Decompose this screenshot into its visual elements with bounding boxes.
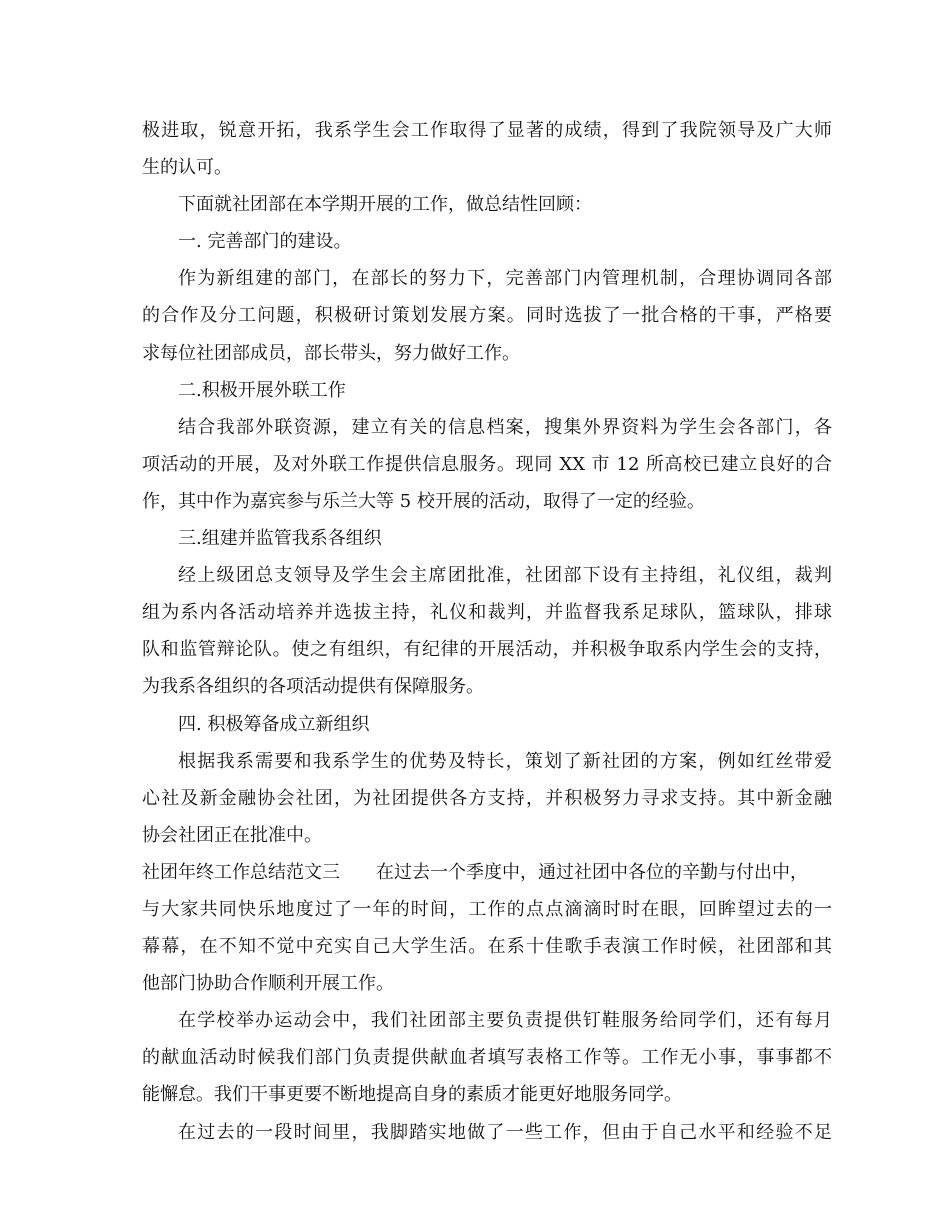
text-line: 项活动的开展，及对外联工作提供信息服务。现同 XX 市 12 所高校已建立良好的合: [142, 453, 832, 475]
text-line: 求每位社团部成员，部长带头，努力做好工作。: [142, 342, 520, 364]
text-line: 作，其中作为嘉宾参与乐兰大等 5 校开展的活动，取得了一定的经验。: [142, 490, 705, 512]
section-heading: 二.积极开展外联工作: [178, 379, 346, 401]
text-line: 为我系各组织的各项活动提供有保障服务。: [142, 676, 484, 698]
text-line: 经上级团总支领导及学生会主席团批准，社团部下设有主持组，礼仪组，裁判: [178, 565, 832, 587]
document-body: [142, 112, 832, 1151]
text-line: 的合作及分工问题，积极研讨策划发展方案。同时选拔了一批合格的干事，严格要: [142, 305, 832, 327]
section-heading: 三.组建并监管我系各组织: [178, 528, 382, 550]
section-heading: 一. 完善部门的建设。: [178, 231, 352, 253]
text-line: [142, 854, 832, 891]
document-subtitle: 社团年终工作总结范文三: [142, 861, 340, 883]
text-line: 组为系内各活动培养并选拔主持，礼仪和裁判，并监督我系足球队，篮球队，排球: [142, 602, 832, 624]
text-line: 心社及新金融协会社团，为社团提供各方支持，并积极努力寻求支持。其中新金融: [142, 787, 832, 809]
text-line: 在学校举办运动会中，我们社团部主要负责提供钉鞋服务给同学们，还有每月: [178, 1010, 832, 1032]
text-line: 作为新组建的部门，在部长的努力下，完善部门内管理机制，合理协调同各部: [178, 268, 832, 290]
text-line: 与大家共同快乐地度过了一年的时间，工作的点点滴滴时时在眼，回眸望过去的一: [142, 898, 832, 920]
text-line: 极进取，锐意开拓，我系学生会工作取得了显著的成绩，得到了我院领导及广大师: [142, 120, 832, 141]
text-line: 协会社团正在批准中。: [142, 824, 322, 846]
text-line: 幕幕，在不知不觉中充实自己大学生活。在系十佳歌手表演工作时候，社团部和其: [142, 936, 832, 958]
text-line: 生的认可。: [142, 157, 232, 179]
text-line: 的献血活动时候我们部门负责提供献血者填写表格工作等。工作无小事，事事都不: [142, 1047, 832, 1069]
text-line: 队和监管辩论队。使之有组织，有纪律的开展活动，并积极争取系内学生会的支持，: [142, 639, 832, 661]
text-line: 在过去的一段时间里，我脚踏实地做了一些工作，但由于自己水平和经验不足: [178, 1121, 832, 1143]
text-line: 根据我系需要和我系学生的优势及特长，策划了新社团的方案，例如红丝带爱: [178, 750, 832, 772]
section-heading: 四. 积极筹备成立新组织: [178, 713, 370, 735]
text-line-continuation: 在过去一个季度中，通过社团中各位的辛勤与付出中，: [376, 861, 808, 883]
text-line: 下面就社团部在本学期开展的工作，做总结性回顾：: [178, 194, 592, 216]
text-line: 能懈怠。我们干事更要不断地提高自身的素质才能更好地服务同学。: [142, 1084, 682, 1106]
text-line: 结合我部外联资源，建立有关的信息档案，搜集外界资料为学生会各部门，各: [178, 416, 832, 438]
text-line: 他部门协助合作顺利开展工作。: [142, 973, 394, 995]
